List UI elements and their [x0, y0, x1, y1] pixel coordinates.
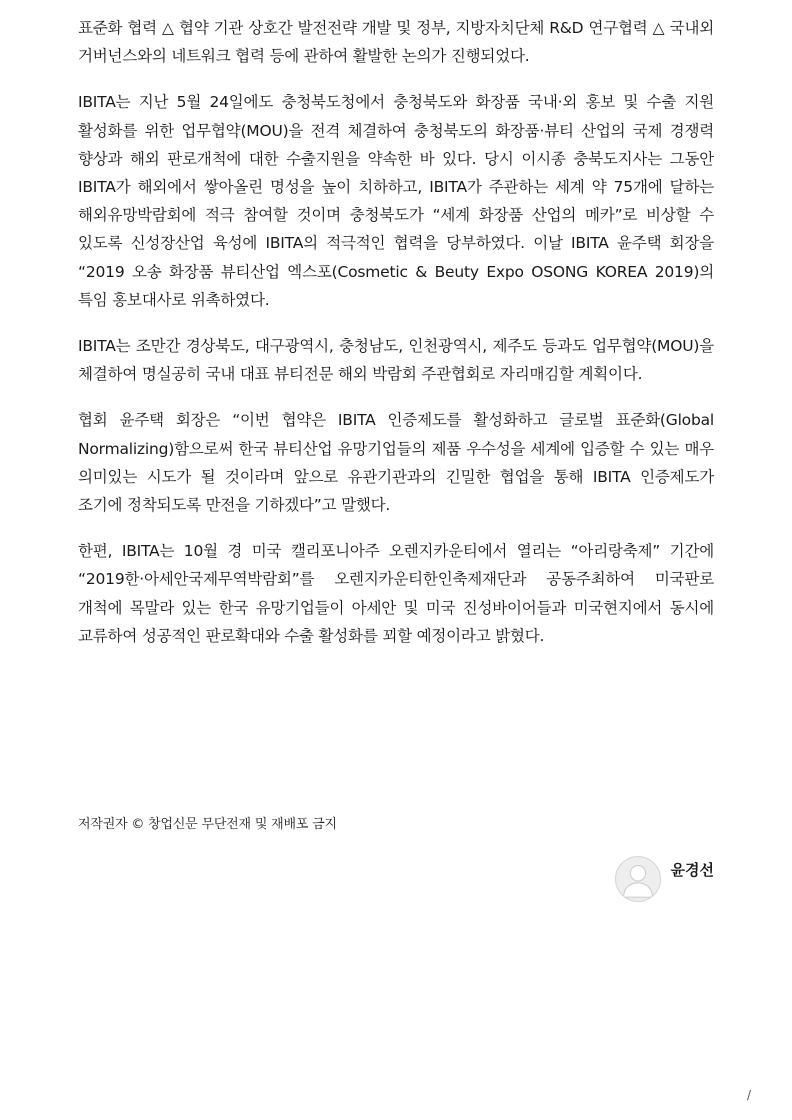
page-corner-mark: /: [747, 1088, 752, 1102]
copyright-notice: 저작권자 © 창업신문 무단전재 및 재배포 금지: [78, 817, 337, 832]
author-byline[interactable]: [615, 856, 714, 902]
user-silhouette-icon: [616, 857, 660, 901]
article-body: [78, 14, 714, 668]
article-paragraph-1: 표준화 협력 △ 협약 기관 상호간 발전전략 개발 및 정부, 지방자치단체 R&D 연구협력 △ 국내외 거버넌스와의 네트워크 협력 등에 관하여 활발한 논의가 진행되었다.: [78, 19, 714, 66]
article-paragraph-2: IBITA는 지난 5월 24일에도 충청북도청에서 충청북도와 화장품 국내·외 홍보 및 수출 지원 활성화를 위한 업무협약(MOU)을 전격 체결하여 충청북도의 화장품·뷰티 산업의 국제 경쟁력 향상과 해외 판로개척에 대한 수출지원을 약속한 바 있다. 당시 이시종 충북도지사는 그동안 IBITA가 해외에서 쌓아올린 명성을 높이 치하하고, IBITA가 주관하는 세계 약 75개에 달하는 해외유망박람회에 적극 참여할 것이며 충청북도가 “세계 화장품 산업의 메카”로 비상할 수 있도록 신성장산업 육성에 IBITA의 적극적인 협력을 당부하였다. 이날 IBITA 윤주택 회장을 “2019 오송 화장품 뷰티산업 엑스포(Cosmetic & Beuty Expo OSONG KOREA 2019)의 특임 홍보대사로 위촉하였다.: [78, 93, 714, 309]
author-name[interactable]: 윤경선: [670, 861, 714, 879]
avatar[interactable]: [615, 856, 661, 902]
article-paragraph-3: IBITA는 조만간 경상북도, 대구광역시, 충청남도, 인천광역시, 제주도 등과도 업무협약(MOU)을 체결하여 명실공히 국내 대표 뷰티전문 해외 박람회 주관협회로 자리매김할 계획이다.: [78, 337, 714, 384]
article-paragraph-4: 협회 윤주택 회장은 “이번 협약은 IBITA 인증제도를 활성화하고 글로벌 표준화(Global Normalizing)함으로써 한국 뷰티산업 유망기업들의 제품 우수성을 세계에 입증할 수 있는 매우 의미있는 시도가 될 것이라며 앞으로 유관기관과의 긴밀한 협업을 통해 IBITA 인증제도가 조기에 정착되도록 만전을 기하겠다”고 말했다.: [78, 411, 714, 515]
article-paragraph-5: 한편, IBITA는 10월 경 미국 캘리포니아주 오렌지카운티에서 열리는 “아리랑축제” 기간에 “2019한·아세안국제무역박람회”를 오렌지카운티한인축제재단과 공동주최하여 미국판로 개척에 목말라 있는 한국 유망기업들이 아세안 및 미국 진성바이어들과 미국현지에서 동시에 교류하여 성공적인 판로확대와 수출 활성화를 꾀할 예정이라고 밝혔다.: [78, 542, 714, 645]
